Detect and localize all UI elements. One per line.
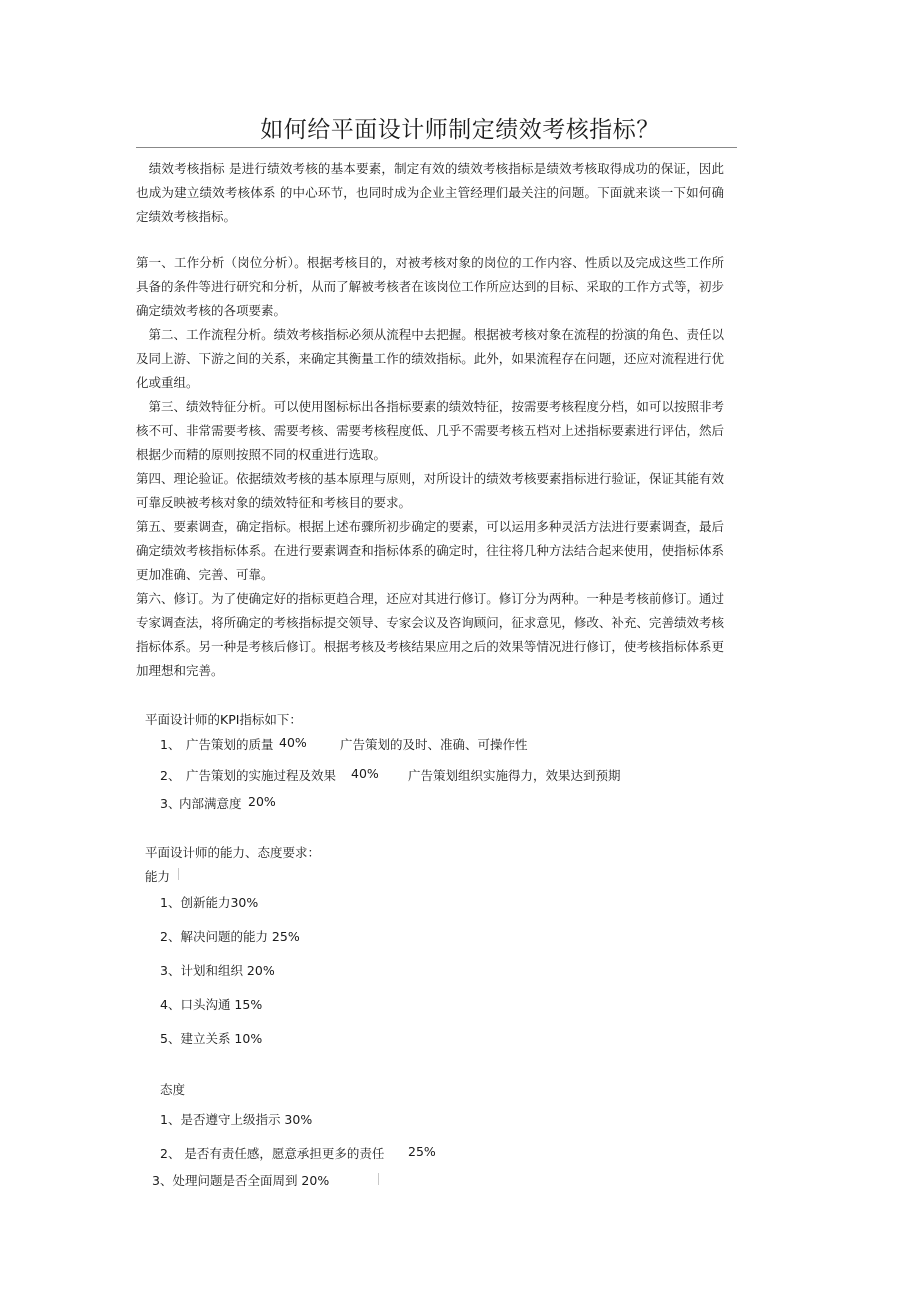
text-cursor-mark-2 (378, 1173, 379, 1185)
step-5-paragraph: 第五、要素调查，确定指标。根据上述布骤所初步确定的要素，可以运用多种灵活方法进行要素调查，最后确定绩效考核指标体系。在进行要素调查和指标体系的确定时，往往将几种方法结合起来使用，使指标体系更加准确、完善、可靠。 (136, 519, 724, 582)
ability-item-2: 2、解决问题的能力 25% (160, 929, 300, 944)
ability-item-5: 5、建立关系 10% (160, 1031, 263, 1046)
kpi-3-num: 3、 (160, 796, 181, 811)
text-cursor-mark (178, 868, 179, 880)
kpi-3-name: 内部满意度 (179, 796, 242, 811)
kpi-1-desc: 广告策划的及时、准确、可操作性 (340, 737, 528, 752)
attitude-item-2: 2、 是否有责任感，愿意承担更多的责任 (160, 1146, 385, 1161)
kpi-2-weight: 40% (351, 766, 379, 781)
title-underline (136, 147, 737, 148)
kpi-2-num: 2、 (160, 768, 181, 783)
attitude-item-3: 3、处理问题是否全面周到 20% (152, 1173, 330, 1188)
step-3-paragraph: 第三、绩效特征分析。可以使用图标标出各指标要素的绩效特征，按需要考核程度分档，如可以按照非考核不可、非常需要考核、需要考核、需要考核程度低、几乎不需要考核五档对上述指标要素进行评估，然后根据少而精的原则按照不同的权重进行选取。 (136, 399, 724, 462)
kpi-1-name: 广告策划的质量 (186, 737, 274, 752)
ability-heading: 平面设计师的能力、态度要求： (145, 845, 321, 860)
kpi-heading: 平面设计师的KPI指标如下： (145, 712, 302, 727)
ability-item-1: 1、创新能力30% (160, 895, 259, 910)
document-title: 如何给平面设计师制定绩效考核指标？ (260, 117, 660, 143)
kpi-3-weight: 20% (248, 794, 276, 809)
step-6-paragraph: 第六、修订。为了使确定好的指标更趋合理，还应对其进行修订。修订分为两种。一种是考核前修订。通过专家调查法，将所确定的考核指标提交领导、专家会议及咨询顾问，征求意见，修改、补充、完善绩效考核指标体系。另一种是考核后修订。根据考核及考核结果应用之后的效果等情况进行修订，使考核指标体系更加理想和完善。 (136, 591, 724, 678)
attitude-item-1: 1、是否遵守上级指示 30% (160, 1112, 313, 1127)
step-1-paragraph: 第一、工作分析（岗位分析）。根据考核目的，对被考核对象的岗位的工作内容、性质以及完成这些工作所具备的条件等进行研究和分析，从而了解被考核者在该岗位工作所应达到的目标、采取的工作方式等，初步确定绩效考核的各项要素。 (136, 255, 724, 318)
kpi-1-num: 1、 (160, 737, 181, 752)
kpi-2-name: 广告策划的实施过程及效果 (186, 768, 337, 783)
kpi-1-weight: 40% (279, 735, 307, 750)
intro-paragraph: 绩效考核指标 是进行绩效考核的基本要素，制定有效的绩效考核指标是绩效考核取得成功的保证，因此也成为建立绩效考核体系 的中心环节，也同时成为企业主管经理们最关注的问题。下面就来谈一下如何确定绩效考核指标。 (136, 161, 724, 224)
ability-item-4: 4、口头沟通 15% (160, 997, 263, 1012)
attitude-label: 态度 (160, 1082, 186, 1097)
step-2-paragraph: 第二、工作流程分析。绩效考核指标必须从流程中去把握。根据被考核对象在流程的扮演的角色、责任以及同上游、下游之间的关系，来确定其衡量工作的绩效指标。此外，如果流程存在问题，还应对流程进行优化或重组。 (136, 327, 724, 390)
step-4-paragraph: 第四、理论验证。依据绩效考核的基本原理与原则，对所设计的绩效考核要素指标进行验证，保证其能有效可靠反映被考核对象的绩效特征和考核目的要求。 (136, 471, 724, 510)
ability-item-3: 3、计划和组织 20% (160, 963, 275, 978)
kpi-2-desc: 广告策划组织实施得力，效果达到预期 (408, 768, 621, 783)
ability-label: 能力 (145, 869, 171, 884)
attitude-item-2-weight: 25% (408, 1144, 436, 1159)
